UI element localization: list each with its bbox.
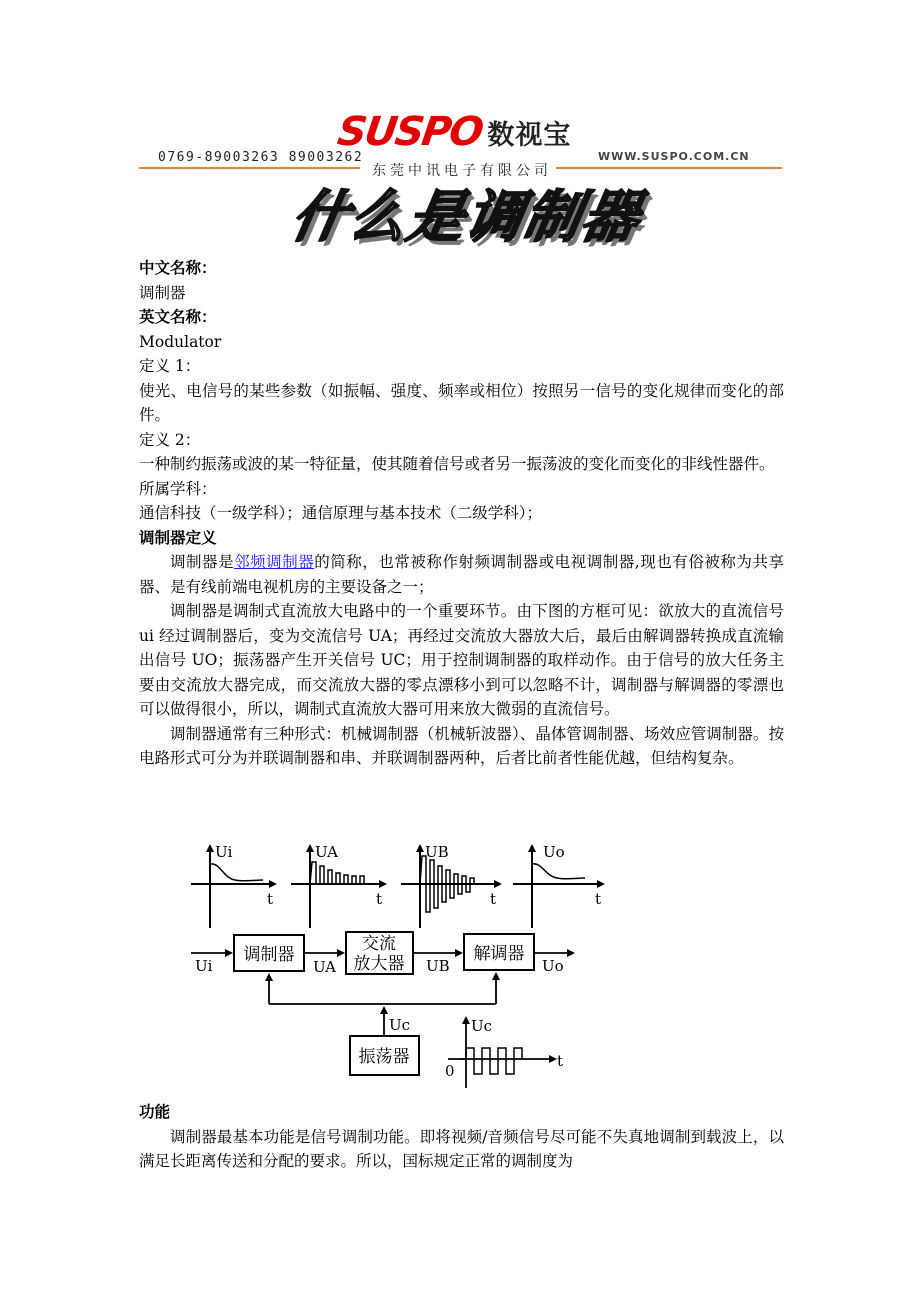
function-paragraph-1: 调制器最基本功能是信号调制功能。即将视频/音频信号尽可能不失真地调制到载波上，以满足长距离传送和分配的要求。所以，国标规定正常的调制度为	[139, 1127, 784, 1170]
time-axis-label: t	[490, 890, 497, 908]
time-axis-label: t	[376, 890, 383, 908]
time-axis-label: t	[267, 890, 274, 908]
time-axis-label: t	[595, 890, 602, 908]
def1-value: 使光、电信号的某些参数（如振幅、强度、频率或相位）按照另一信号的变化规律而变化的部件。	[139, 381, 784, 424]
waveform-plot-uo	[513, 843, 603, 928]
cn-name-label: 中文名称：	[139, 259, 217, 277]
control-lines	[269, 974, 496, 1036]
block-diagram-svg	[183, 838, 608, 1093]
time-axis-label: t	[557, 1052, 564, 1070]
signal-label-ua: UA	[313, 958, 337, 976]
waveform-plot-ui	[191, 843, 275, 928]
amplifier-label-line1: 交流	[362, 934, 396, 954]
oscillator-label: 振荡器	[358, 1047, 410, 1067]
header-rule-left	[139, 167, 360, 169]
signal-label-input: Ui	[195, 957, 213, 975]
waveform-plot-ub	[401, 843, 500, 928]
signal-label-output: Uo	[542, 957, 564, 975]
letterhead	[0, 0, 920, 185]
plot-label-ua: UA	[315, 843, 339, 861]
article-body	[139, 256, 784, 771]
demodulator-label: 解调器	[473, 944, 525, 964]
logo-chinese-text: 数视宝	[487, 119, 572, 151]
website-url: WWW.SUSPO.COM.CN	[598, 150, 750, 163]
brand-logo	[334, 109, 572, 155]
definition-p1-before: 调制器是	[170, 553, 235, 571]
modulation-block-diagram	[183, 838, 608, 1093]
definition-paragraph-1	[139, 550, 784, 599]
def1-label: 定义 1：	[139, 357, 201, 375]
page-title: 什么是调制器	[286, 185, 646, 250]
zero-label: 0	[445, 1062, 455, 1080]
amplifier-label-line2: 放大器	[353, 954, 405, 974]
definition-paragraph-2: 调制器是调制式直流放大电路中的一个重要环节。由下图的方框可见：欲放大的直流信号 ui 经过调制器后，变为交流信号 UA；再经过交流放大器放大后，最后由解调器转换成直流输出信号 UO；振荡器产生开关信号 UC；用于控制调制器的取样动作。由于信号的放大任务主要由交流放大器完成，而交流放大器的零点漂移小到可以忽略不计，调制器与解调器的零漂也可以做得很小，所以，调制式直流放大器可用来放大微弱的直流信号。	[139, 602, 784, 718]
plot-label-ui: Ui	[215, 843, 233, 861]
company-name: 东莞中讯电子有限公司	[372, 163, 552, 179]
function-section	[139, 1100, 784, 1174]
subject-value: 通信科技（一级学科）；通信原理与基本技术（二级学科）；	[139, 504, 543, 522]
adjacent-channel-modulator-link[interactable]: 邻频调制器	[234, 553, 315, 571]
control-label: Uc	[389, 1016, 411, 1034]
modulator-label: 调制器	[243, 945, 295, 965]
definition-paragraph-3: 调制器通常有三种形式：机械调制器（机械斩波器）、晶体管调制器、场效应管调制器。按电路形式可分为并联调制器和串、并联调制器两种，后者比前者性能优越，但结构复杂。	[139, 724, 784, 767]
en-name-value: Modulator	[139, 332, 222, 351]
subject-label: 所属学科：	[139, 479, 217, 498]
en-name-label: 英文名称：	[139, 308, 217, 326]
definition-heading: 调制器定义	[139, 528, 217, 547]
waveform-plot-ua	[291, 843, 385, 928]
plot-label-uo: Uo	[543, 843, 565, 861]
function-heading: 功能	[139, 1103, 171, 1121]
cn-name-value: 调制器	[139, 283, 186, 302]
plot-label-ub: UB	[425, 843, 449, 861]
signal-chain	[191, 932, 573, 976]
def2-value: 一种制约振荡或波的某一特征量，使其随着信号或者另一振荡波的变化而变化的非线性器件。	[139, 455, 775, 473]
header-rule-right	[556, 167, 782, 169]
logo-brand-text: SUSPO	[334, 109, 485, 155]
control-square-wave	[445, 1017, 563, 1088]
phone-numbers: 0769-89003263 89003262	[158, 150, 364, 165]
definition-p1-after: 的简称，也常被称作射频调制器或电视调制器,现也有俗被称为共享器、是有线前端电视机房的主要设备之一；	[139, 553, 784, 596]
def2-label: 定义 2：	[139, 430, 201, 449]
square-wave-label: Uc	[471, 1017, 493, 1035]
signal-label-ub: UB	[426, 957, 450, 975]
